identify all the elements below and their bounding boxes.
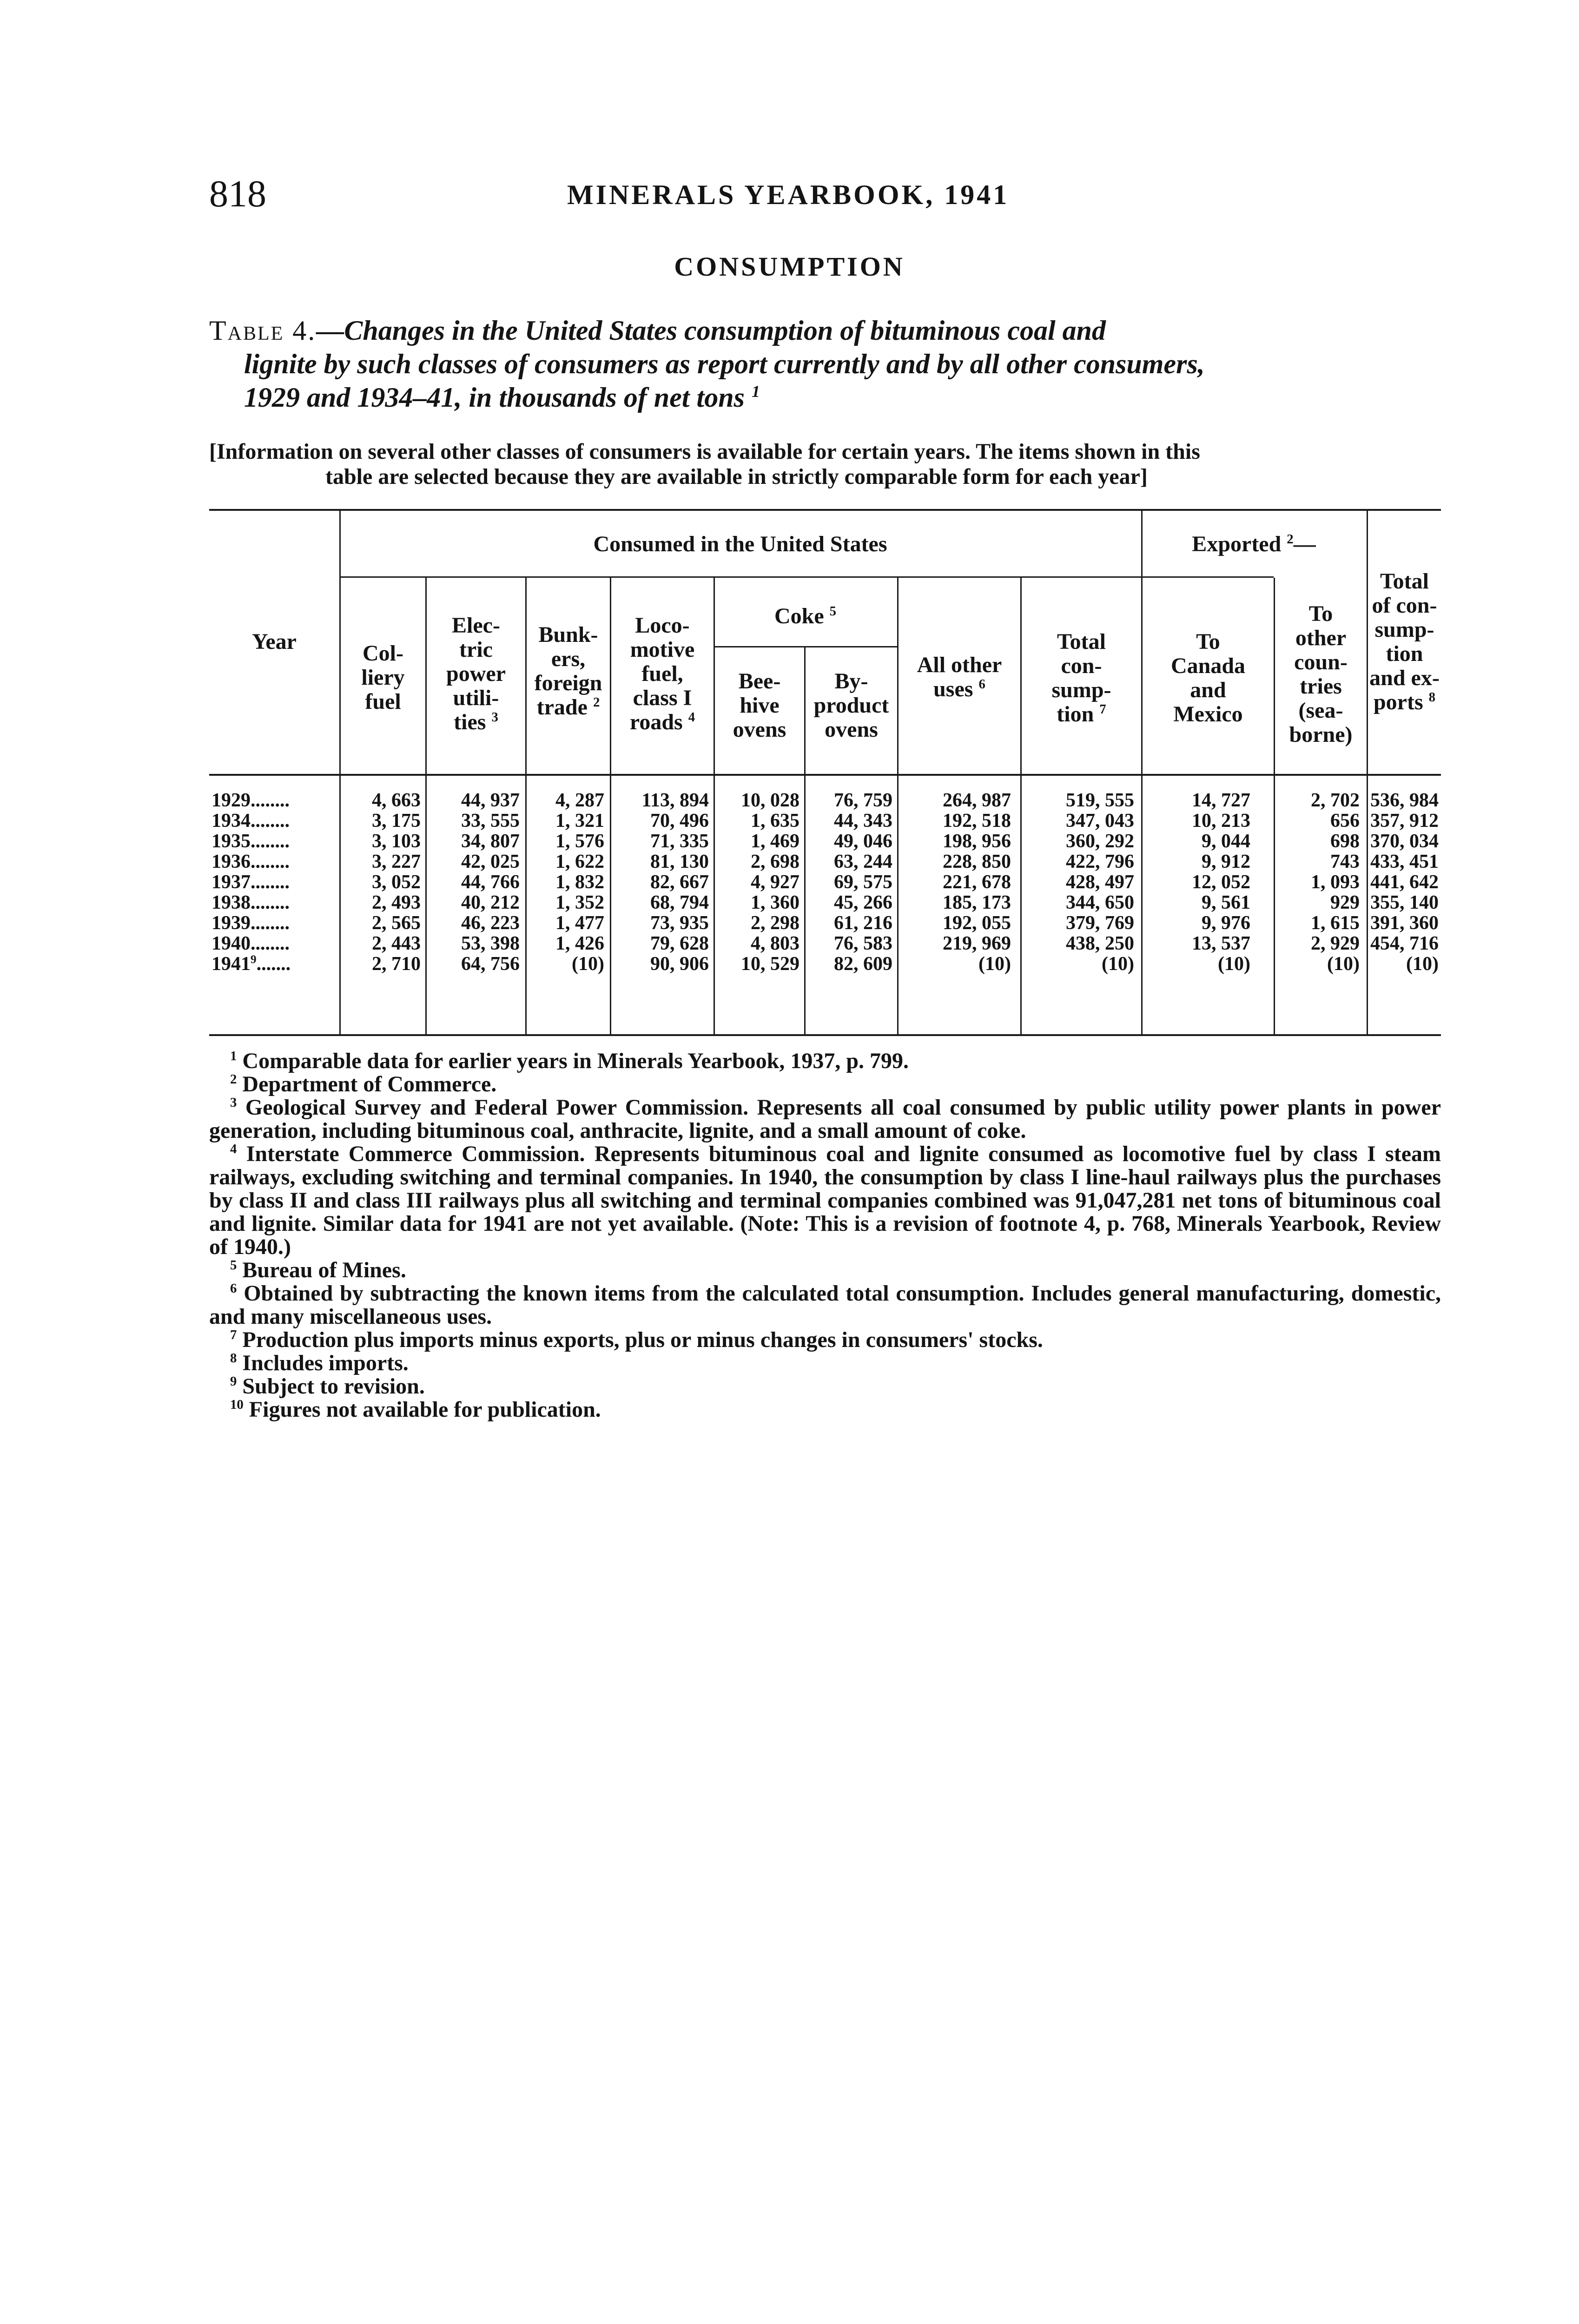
header-line: ports xyxy=(1373,690,1423,714)
cell-beehive: 1, 469 xyxy=(751,831,799,852)
header-line: class I xyxy=(633,686,692,710)
cell-bunker: 1, 832 xyxy=(555,872,604,893)
cell-bunker: 1, 622 xyxy=(555,851,604,872)
total-footnote-ref: 7 xyxy=(1099,702,1106,717)
table-row: 1940........ xyxy=(211,933,290,954)
cell-byproduct: 69, 575 xyxy=(834,872,892,893)
column-header-other-countries xyxy=(1275,602,1367,747)
cell-electric: 53, 398 xyxy=(461,933,520,954)
cell-other-countries: 2, 702 xyxy=(1311,790,1360,811)
footnote-number: 10 xyxy=(230,1397,244,1412)
footnote-text: Interstate Commerce Commission. Represents bituminous coal and lignite consumed as locomotive fuel by class I steam railways, excluding switching and terminal companies. In 1940, the consumption by class I line-haul railways plus the purchases by class II and class III railways plus all switching and terminal companies combined was 91,047,281 net tons of bituminous coal and lignite. Similar data for 1941 are not yet available. (Note: This is a revision of footnote 4, p. 768, Minerals Yearbook, Review of 1940.) xyxy=(209,1142,1441,1259)
header-line: Loco- xyxy=(635,613,690,638)
table-row: 1936........ xyxy=(211,851,290,872)
row-year: 1941 xyxy=(211,953,251,975)
table-row: 1934........ xyxy=(211,810,290,832)
coke-footnote-ref: 5 xyxy=(829,604,837,619)
header-line: Total xyxy=(1380,569,1429,594)
cell-beehive: 10, 028 xyxy=(741,790,799,811)
footnotes xyxy=(209,1050,1441,1421)
table-label: Table 4. xyxy=(209,315,317,346)
header-line: coun- xyxy=(1294,650,1348,674)
row-year: 1934 xyxy=(211,810,251,832)
table-row: 1938........ xyxy=(211,892,290,913)
grand-total-column xyxy=(1369,790,1439,974)
cell-canada-mexico: 13, 537 xyxy=(1192,933,1250,954)
cell-locomotive: 90, 906 xyxy=(650,953,709,975)
cell-colliery: 2, 493 xyxy=(372,892,421,913)
header-line: motive xyxy=(630,637,695,662)
cell-allother: (10) xyxy=(978,953,1011,975)
footnote-number: 9 xyxy=(230,1374,237,1389)
header-line: liery xyxy=(361,665,405,690)
cell-grand-total: 433, 451 xyxy=(1370,851,1439,872)
cell-canada-mexico: 9, 561 xyxy=(1202,892,1250,913)
footnote-number: 7 xyxy=(230,1327,237,1342)
header-line: trade xyxy=(536,695,588,720)
cell-electric: 46, 223 xyxy=(461,912,520,934)
header-line: fuel xyxy=(365,689,401,714)
table-row: 1929........ xyxy=(211,790,290,811)
column-rule xyxy=(339,509,341,1036)
cell-total: 379, 769 xyxy=(1066,912,1134,934)
cell-bunker: 1, 352 xyxy=(555,892,604,913)
cell-bunker: 1, 576 xyxy=(555,831,604,852)
footnote-number: 3 xyxy=(230,1095,237,1110)
cell-byproduct: 76, 583 xyxy=(834,933,892,954)
cell-locomotive: 81, 130 xyxy=(650,851,709,872)
header-line: fuel, xyxy=(641,661,683,686)
coke-group-header xyxy=(714,604,897,628)
cell-beehive: 1, 635 xyxy=(751,810,799,832)
cell-bunker: 1, 426 xyxy=(555,933,604,954)
cell-total: 347, 043 xyxy=(1066,810,1134,832)
cell-byproduct: 61, 216 xyxy=(834,912,892,934)
headnote-line-2: table are selected because they are available in strictly comparable form for each year] xyxy=(325,464,1148,489)
table-caption xyxy=(209,314,1441,414)
header-line: All other xyxy=(917,653,1002,677)
cell-canada-mexico: 9, 912 xyxy=(1202,851,1250,872)
column-header-bunker xyxy=(527,623,610,720)
other-countries-column xyxy=(1276,790,1360,974)
cell-total: 344, 650 xyxy=(1066,892,1134,913)
cell-allother: 219, 969 xyxy=(943,933,1011,954)
header-line: Bee- xyxy=(738,669,781,693)
row-footnote-ref: 9 xyxy=(251,953,257,966)
header-line: Elec- xyxy=(452,613,500,638)
cell-other-countries: 1, 615 xyxy=(1311,912,1360,934)
header-line: borne) xyxy=(1289,722,1353,747)
cell-electric: 42, 025 xyxy=(461,851,520,872)
header-bottom-rule xyxy=(209,774,1441,776)
cell-colliery: 3, 052 xyxy=(372,872,421,893)
header-line: To xyxy=(1308,601,1333,626)
cell-other-countries: 656 xyxy=(1330,810,1360,832)
footnote-number: 2 xyxy=(230,1072,237,1087)
locomotive-column xyxy=(612,790,709,974)
cell-other-countries: 698 xyxy=(1330,831,1360,852)
total-column xyxy=(1023,790,1134,974)
exported-label: Exported xyxy=(1192,532,1282,556)
header-line: other xyxy=(1295,626,1347,650)
header-line: tion xyxy=(1057,702,1094,726)
column-header-year: Year xyxy=(252,629,297,654)
year-column xyxy=(211,790,335,974)
row-year: 1940 xyxy=(211,933,251,954)
cell-electric: 44, 937 xyxy=(461,790,520,811)
cell-byproduct: 44, 343 xyxy=(834,810,892,832)
cell-locomotive: 73, 935 xyxy=(650,912,709,934)
cell-total: 428, 497 xyxy=(1066,872,1134,893)
cell-grand-total: 391, 360 xyxy=(1370,912,1439,934)
cell-byproduct: 45, 266 xyxy=(834,892,892,913)
cell-colliery: 2, 710 xyxy=(372,953,421,975)
header-line: and ex- xyxy=(1369,666,1440,690)
cell-allother: 185, 173 xyxy=(943,892,1011,913)
cell-colliery: 4, 663 xyxy=(372,790,421,811)
footnote-text: Subject to revision. xyxy=(242,1374,425,1399)
footnote-number: 1 xyxy=(230,1049,237,1063)
cell-colliery: 3, 103 xyxy=(372,831,421,852)
column-header-allother xyxy=(899,653,1020,701)
header-line: (sea- xyxy=(1298,698,1343,723)
header-line: sump- xyxy=(1051,678,1111,702)
cell-beehive: 2, 298 xyxy=(751,912,799,934)
cell-allother: 192, 518 xyxy=(943,810,1011,832)
cell-other-countries: 2, 929 xyxy=(1311,933,1360,954)
cell-electric: 64, 756 xyxy=(461,953,520,975)
footnote xyxy=(209,1328,1441,1352)
allother-column xyxy=(899,790,1011,974)
cell-bunker: 1, 477 xyxy=(555,912,604,934)
header-line: Total xyxy=(1057,629,1106,654)
table-row: 1937........ xyxy=(211,872,290,893)
column-header-beehive xyxy=(715,669,804,742)
section-title: CONSUMPTION xyxy=(674,251,905,282)
footnote-number: 5 xyxy=(230,1258,237,1273)
caption-line-3: 1929 and 1934–41, in thousands of net tons xyxy=(244,382,745,413)
byproduct-column xyxy=(806,790,892,974)
canada-mexico-column xyxy=(1143,790,1250,974)
bunker-column xyxy=(528,790,604,974)
header-line: tries xyxy=(1300,674,1342,699)
page-number: 818 xyxy=(209,172,266,215)
table-row: 1941$^9$....... xyxy=(211,953,291,975)
cell-electric: 40, 212 xyxy=(461,892,520,913)
exported-group-header xyxy=(1141,532,1367,556)
cell-byproduct: 82, 609 xyxy=(834,953,892,975)
cell-allother: 192, 055 xyxy=(943,912,1011,934)
column-header-byproduct xyxy=(806,669,897,742)
cell-colliery: 3, 227 xyxy=(372,851,421,872)
column-header-total xyxy=(1022,630,1141,726)
footnote xyxy=(209,1259,1441,1282)
footnote xyxy=(209,1142,1441,1259)
cell-locomotive: 82, 667 xyxy=(650,872,709,893)
cell-bunker: 1, 321 xyxy=(555,810,604,832)
column-header-grand-total xyxy=(1368,569,1441,714)
column-rule xyxy=(714,578,715,1036)
cell-locomotive: 71, 335 xyxy=(650,831,709,852)
header-line: ovens xyxy=(733,717,786,742)
caption-line-2: lignite by such classes of consumers as report currently and by all other consumers, xyxy=(244,349,1205,379)
cell-grand-total: (10) xyxy=(1406,953,1439,975)
header-line: Canada xyxy=(1170,654,1246,678)
cell-grand-total: 355, 140 xyxy=(1370,892,1439,913)
header-line: sump- xyxy=(1374,617,1434,642)
footnote-text: Obtained by subtracting the known items from the calculated total consumption. Includes general manufacturing, domestic, and many miscellaneous uses. xyxy=(209,1281,1441,1329)
cell-allother: 198, 956 xyxy=(943,831,1011,852)
colliery-column xyxy=(342,790,421,974)
column-header-locomotive xyxy=(611,614,714,734)
cell-beehive: 4, 803 xyxy=(751,933,799,954)
column-header-colliery xyxy=(341,641,425,714)
column-header-electric xyxy=(427,614,525,734)
footnote xyxy=(209,1096,1441,1142)
cell-grand-total: 357, 912 xyxy=(1370,810,1439,832)
row-year: 1929 xyxy=(211,790,251,811)
cell-allother: 228, 850 xyxy=(943,851,1011,872)
cell-locomotive: 70, 496 xyxy=(650,810,709,832)
headnote-line-1: [Information on several other classes of consumers is available for certain years. The items shown in this xyxy=(209,439,1200,464)
table-headnote xyxy=(209,439,1441,489)
cell-canada-mexico: 12, 052 xyxy=(1192,872,1250,893)
header-line: Mexico xyxy=(1173,702,1243,726)
cell-total: (10) xyxy=(1102,953,1134,975)
footnote xyxy=(209,1073,1441,1096)
cell-colliery: 3, 175 xyxy=(372,810,421,832)
footnote xyxy=(209,1375,1441,1398)
cell-electric: 34, 807 xyxy=(461,831,520,852)
header-line: ties xyxy=(454,710,486,734)
cell-locomotive: 68, 794 xyxy=(650,892,709,913)
header-line: By- xyxy=(834,669,868,693)
cell-total: 360, 292 xyxy=(1066,831,1134,852)
cell-total: 519, 555 xyxy=(1066,790,1134,811)
cell-total: 438, 250 xyxy=(1066,933,1134,954)
footnote xyxy=(209,1352,1441,1375)
table-row: 1939........ xyxy=(211,912,290,934)
consumed-group-rule xyxy=(339,576,1274,578)
cell-allother: 264, 987 xyxy=(943,790,1011,811)
electric-footnote-ref: 3 xyxy=(491,710,498,725)
header-line: Col- xyxy=(363,641,403,666)
header-line: product xyxy=(813,693,889,718)
caption-line-1: —Changes in the United States consumption of bituminous coal and xyxy=(316,315,1106,346)
column-header-canada-mexico xyxy=(1143,630,1274,726)
allother-footnote-ref: 6 xyxy=(978,677,985,692)
cell-beehive: 1, 360 xyxy=(751,892,799,913)
cell-colliery: 2, 443 xyxy=(372,933,421,954)
row-year: 1937 xyxy=(211,872,251,893)
cell-canada-mexico: 9, 976 xyxy=(1202,912,1250,934)
row-year: 1938 xyxy=(211,892,251,913)
cell-other-countries: 1, 093 xyxy=(1311,872,1360,893)
table-top-rule xyxy=(209,509,1441,511)
header-line: tion xyxy=(1386,641,1423,666)
row-year: 1939 xyxy=(211,912,251,934)
cell-other-countries: (10) xyxy=(1327,953,1360,975)
cell-grand-total: 370, 034 xyxy=(1370,831,1439,852)
footnote-text: Department of Commerce. xyxy=(242,1072,497,1096)
footnote-text: Bureau of Mines. xyxy=(242,1258,406,1282)
cell-beehive: 10, 529 xyxy=(741,953,799,975)
electric-column xyxy=(428,790,520,974)
cell-beehive: 4, 927 xyxy=(751,872,799,893)
cell-canada-mexico: (10) xyxy=(1218,953,1250,975)
footnote-number: 6 xyxy=(230,1281,237,1296)
cell-grand-total: 454, 716 xyxy=(1370,933,1439,954)
header-line: Bunk- xyxy=(538,622,598,647)
header-line: To xyxy=(1196,629,1220,654)
cell-electric: 33, 555 xyxy=(461,810,520,832)
consumption-table xyxy=(209,509,1441,1037)
column-rule xyxy=(1141,509,1143,1036)
row-year: 1935 xyxy=(211,831,251,852)
footnote-number: 4 xyxy=(230,1142,237,1156)
footnote xyxy=(209,1282,1441,1328)
cell-byproduct: 63, 244 xyxy=(834,851,892,872)
exported-dash: — xyxy=(1293,532,1316,556)
cell-byproduct: 49, 046 xyxy=(834,831,892,852)
beehive-column xyxy=(716,790,799,974)
footnote-text: Production plus imports minus exports, plus or minus changes in consumers' stocks. xyxy=(242,1327,1043,1352)
table-bottom-rule xyxy=(209,1034,1441,1036)
running-head: MINERALS YEARBOOK, 1941 xyxy=(567,179,1010,210)
cell-other-countries: 929 xyxy=(1330,892,1360,913)
footnote-text: Includes imports. xyxy=(242,1351,409,1375)
header-line: ers, xyxy=(551,647,586,671)
header-line: of con- xyxy=(1372,593,1437,618)
exported-footnote-ref: 2 xyxy=(1287,532,1294,547)
cell-canada-mexico: 10, 213 xyxy=(1192,810,1250,832)
header-line: power xyxy=(446,661,506,686)
consumed-group-header: Consumed in the United States xyxy=(593,532,887,556)
cell-beehive: 2, 698 xyxy=(751,851,799,872)
header-line: ovens xyxy=(825,717,878,742)
footnote-text: Geological Survey and Federal Power Commission. Represents all coal consumed by public utility power plants in power generation, including bituminous coal, anthracite, lignite, and a small amount of coke. xyxy=(209,1095,1441,1143)
grandtotal-footnote-ref: 8 xyxy=(1428,690,1436,705)
header-line: tric xyxy=(459,637,493,662)
cell-grand-total: 536, 984 xyxy=(1370,790,1439,811)
cell-colliery: 2, 565 xyxy=(372,912,421,934)
footnote-number: 8 xyxy=(230,1351,237,1366)
cell-bunker: (10) xyxy=(572,953,604,975)
footnote xyxy=(209,1050,1441,1073)
cell-allother: 221, 678 xyxy=(943,872,1011,893)
header-line: roads xyxy=(629,710,683,734)
footnote-text: Figures not available for publication. xyxy=(249,1397,601,1422)
cell-total: 422, 796 xyxy=(1066,851,1134,872)
header-line: utili- xyxy=(453,686,499,710)
cell-bunker: 4, 287 xyxy=(555,790,604,811)
header-line: con- xyxy=(1061,654,1102,678)
caption-footnote-ref: 1 xyxy=(751,382,760,401)
bunker-footnote-ref: 2 xyxy=(593,695,600,710)
cell-other-countries: 743 xyxy=(1330,851,1360,872)
coke-label: Coke xyxy=(774,604,824,628)
column-rule xyxy=(897,578,899,1036)
row-year: 1936 xyxy=(211,851,251,872)
cell-locomotive: 113, 894 xyxy=(641,790,709,811)
header-line: and xyxy=(1190,678,1226,702)
cell-byproduct: 76, 759 xyxy=(834,790,892,811)
header-line: hive xyxy=(740,693,780,718)
header-line: uses xyxy=(933,677,973,701)
cell-electric: 44, 766 xyxy=(461,872,520,893)
locomotive-footnote-ref: 4 xyxy=(688,710,695,725)
cell-canada-mexico: 14, 727 xyxy=(1192,790,1250,811)
footnote xyxy=(209,1398,1441,1421)
cell-canada-mexico: 9, 044 xyxy=(1202,831,1250,852)
cell-grand-total: 441, 642 xyxy=(1370,872,1439,893)
table-row: 1935........ xyxy=(211,831,290,852)
header-line: foreign xyxy=(534,671,602,695)
cell-locomotive: 79, 628 xyxy=(650,933,709,954)
footnote-text: Comparable data for earlier years in Minerals Yearbook, 1937, p. 799. xyxy=(242,1049,909,1073)
